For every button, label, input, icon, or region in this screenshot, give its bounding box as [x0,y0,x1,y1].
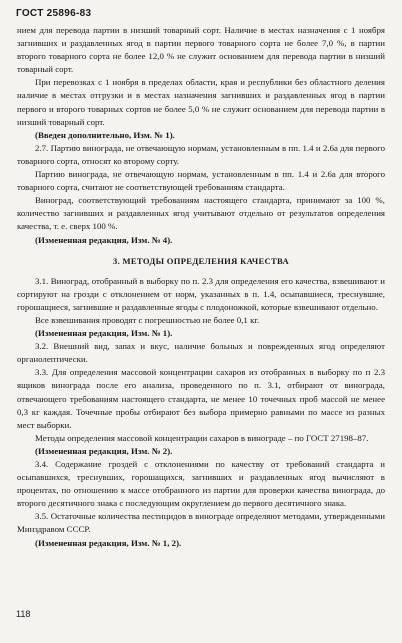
paragraph: нием для перевода партии в низший товарный сорт. Наличие в местах назначения с 1 ноября загнивших и раздавленных ягод в партии первого товарного сорта не более 7,0 %, в партии второго товарного сорта не более 12,0 % не служит основанием для перевода партии в низший товарный сорт. [17,25,385,75]
paragraph: 2.7. Партию винограда, не отвечающую нормам, установленным в пп. 1.4 и 2.6а для первого товарного сорта, относят ко второму сорту. [17,142,385,166]
amendment-note: (Измененная редакция, Изм. № 4). [35,234,173,245]
document-body [17,24,385,550]
paragraph: Виноград, соответствующий требованиям настоящего стандарта, принимают за 100 %, количество загнивших и раздавленных ягод учитывают отдельно от результатов определения качества, т. е. сверх 100 %. [17,195,385,232]
amendment-note: (Измененная редакция, Изм. № 2). [35,445,173,456]
paragraph: 3.1. Виноград, отобранный в выборку по п. 2.3 для определения его качества, взвешивают и сортируют на грозди с отклонением от норм, указанных в п. 1.4, осыпавшиеся, треснувшие, горошащиеся, загнившие и раздавленные ягоды с плодоножкой, которые взвешивают отдельно. [17,275,385,312]
section-heading: 3. МЕТОДЫ ОПРЕДЕЛЕНИЯ КАЧЕСТВА [112,255,290,266]
paragraph: При перевозках с 1 ноября в пределах области, края и республики без областного деления наличие в местах отгрузки и в местах назначения загнивших и раздавленных ягод в партии первого и второго товарных сортов не более 5,0 % не служит основанием для перевода партии в низший товарный сорт. [17,77,385,127]
paragraph: 3.3. Для определения массовой концентрации сахаров из отобранных в выборку по п 2.3 ящиков винограда после его анализа, проведенного по п. 3.1, отбирают от винограда, отвечающего требованиям настоящего стандарта, не менее 10 точечных проб массой не менее 0,3 кг каждая. Точечные пробы отбирают без выбора примерно равными по массе из разных мест выборки. [17,367,385,430]
paragraph: Методы определения массовой концентрации сахаров в винограде – по ГОСТ 27198–87. [35,432,369,443]
paragraph: 3.4. Содержание гроздей с отклонениями по качеству от требований стандарта и осыпавшихся, треснувших, горошащихся, загнивших и раздавленных ягод вычисляют в процентах, по отношению к массе отобранного из партии для проверки качества винограда, до второго десятичного знака с последующим округлением до первого десятичного знака. [17,459,385,509]
amendment-note: (Измененная редакция, Изм. № 1). [35,328,173,339]
paragraph: Партию винограда, не отвечающую нормам, установленным в пп. 1.4 и 2.6а для второго товарного сорта, считают не соответствующей требованиям стандарта. [17,169,385,193]
page-number: 118 [16,609,31,619]
paragraph: 3.2. Внешний вид, запах и вкус, наличие больных и поврежденных ягод определяют органолептически. [17,341,385,365]
paragraph: 3.5. Остаточные количества пестицидов в винограде определяют методами, утвержденными Минздравом СССР. [17,511,385,535]
standard-header: ГОСТ 25896-83 [16,8,92,19]
amendment-note: (Введен дополнительно, Изм. № 1). [35,129,175,140]
paragraph: Все взвешивания проводят с погрешностью не более 0,1 кг. [35,314,260,325]
amendment-note: (Измененная редакция, Изм. № 1, 2). [35,537,182,548]
